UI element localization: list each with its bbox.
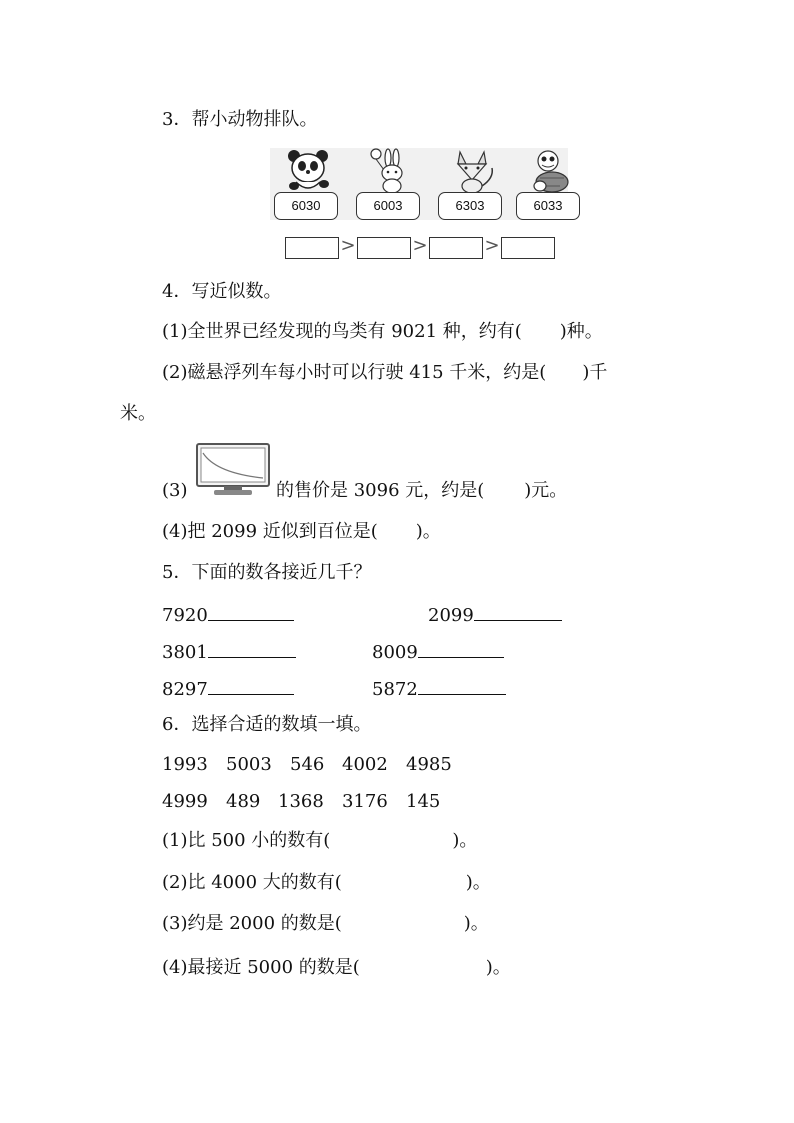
q5-answer-line[interactable] [474,602,562,621]
q4-item-1 [162,320,603,344]
q6-item-1 [162,829,477,853]
order-answer-box-3[interactable] [429,237,483,259]
q5-heading: 5．下面的数各接近几千？ [162,562,372,583]
q5-number: 7920 [162,605,208,626]
q5-answer-line[interactable] [418,639,504,658]
q6-item-2-suffix: )。 [465,872,491,893]
order-answer-box-2[interactable] [357,237,411,259]
q6-number: 145 [406,791,441,812]
q6-number: 1368 [278,791,324,812]
animal-panel [270,148,568,220]
q6-number: 546 [290,754,325,775]
panda-icon [280,148,336,194]
turtle-icon [522,148,578,194]
q6-item-3-suffix: )。 [463,913,489,934]
q6-item-4-suffix: )。 [485,957,511,978]
q4-item-3-prefix: (3) [162,480,188,501]
q5-number: 8297 [162,679,208,700]
q6-item-4 [162,956,511,980]
q6-number: 1993 [162,754,208,775]
animal-rabbit [354,148,424,220]
q5-item [162,639,296,665]
fox-icon [444,148,500,194]
q5-number: 5872 [372,679,418,700]
q5-number: 2099 [428,605,474,626]
q4-item-3-suffix: )元。 [524,480,568,501]
ordering-answer-row [285,237,557,259]
animal-number: 6030 [274,192,338,220]
q6-item-4-text: (4)最接近 5000 的数是( [162,957,360,978]
q4-item-1-suffix: )种。 [559,321,603,342]
q5-item [162,602,294,628]
q6-item-1-text: (1)比 500 小的数有( [162,830,331,851]
animal-turtle [514,148,584,220]
q4-item-4-text: (4)把 2099 近似到百位是( [162,521,378,542]
q6-number-row-2 [162,790,440,814]
q6-number: 5003 [226,754,272,775]
q4-item-1-text: (1)全世界已经发现的鸟类有 9021 种，约有( [162,321,522,342]
q6-number: 4002 [342,754,388,775]
q3-heading: 3．帮小动物排队。 [162,109,318,130]
q5-item [372,639,504,665]
animal-number: 6303 [438,192,502,220]
q6-number: 4985 [406,754,452,775]
animal-fox [436,148,506,220]
order-answer-box-1[interactable] [285,237,339,259]
q5-number: 8009 [372,642,418,663]
q5-item [428,602,562,628]
q6-item-3-text: (3)约是 2000 的数是( [162,913,342,934]
q6-number: 489 [226,791,261,812]
q4-item-2-suffix: )千 [582,362,608,383]
q4-item-3-text: 的售价是 3096 元，约是( [276,480,485,501]
q4-item-2-wrap: 米。 [120,403,156,424]
animal-panda [272,148,342,220]
q4-item-3 [276,479,567,503]
q5-answer-line[interactable] [418,676,506,695]
q4-heading: 4．写近似数。 [162,281,282,302]
q5-item [372,676,506,702]
q4-item-2 [162,361,607,385]
greater-than-sign: > [484,235,500,256]
q4-item-4 [162,520,441,544]
q6-item-2 [162,871,491,895]
q6-item-1-suffix: )。 [452,830,478,851]
animal-number: 6033 [516,192,580,220]
q5-answer-line[interactable] [208,602,294,621]
rabbit-icon [362,148,418,194]
q5-number: 3801 [162,642,208,663]
q6-number: 3176 [342,791,388,812]
greater-than-sign: > [412,235,428,256]
q4-item-4-suffix: )。 [415,521,441,542]
q6-item-2-text: (2)比 4000 大的数有( [162,872,342,893]
q5-item [162,676,294,702]
animal-number: 6003 [356,192,420,220]
q4-item-2-text: (2)磁悬浮列车每小时可以行驶 415 千米，约是( [162,362,547,383]
q5-answer-line[interactable] [208,676,294,695]
q6-heading: 6．选择合适的数填一填。 [162,714,372,735]
greater-than-sign: > [340,235,356,256]
q6-number-row-1 [162,753,452,777]
tv-icon [196,443,270,497]
q5-answer-line[interactable] [208,639,296,658]
q6-number: 4999 [162,791,208,812]
q6-item-3 [162,912,489,936]
order-answer-box-4[interactable] [501,237,555,259]
